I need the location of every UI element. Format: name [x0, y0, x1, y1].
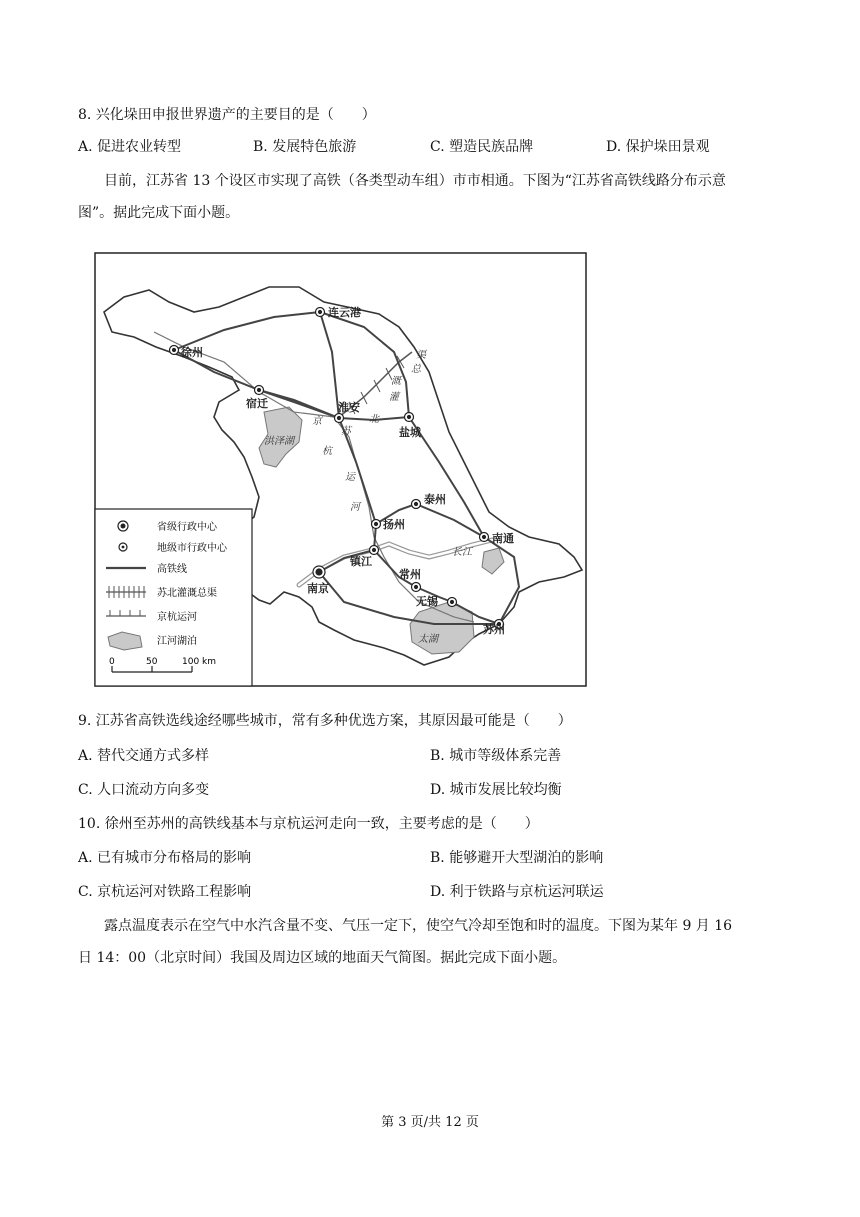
- map-legend: [95, 509, 252, 686]
- subei-char-4: 溉: [391, 376, 401, 387]
- legend-provincial: 省级行政中心: [157, 522, 217, 533]
- label-nantong: 南通: [492, 532, 514, 545]
- question-9-stem: 9. 江苏省高铁选线途经哪些城市，常有多种优选方案，其原因最可能是（ ）: [78, 713, 572, 729]
- q10-option-c: C. 京杭运河对铁路工程影响: [78, 884, 252, 900]
- legend-canal: 京杭运河: [157, 612, 197, 623]
- intro-paragraph-1-line-1: 目前，江苏省 13 个设区市实现了高铁（各类型动车组）市市相通。下图为“江苏省高铁线路分布示意: [104, 173, 726, 189]
- legend-lakes: 江河湖泊: [157, 636, 197, 647]
- subei-char-5: 总: [411, 364, 421, 375]
- legend-prefecture: 地级市行政中心: [157, 543, 227, 554]
- canal-char-1: 京: [312, 416, 322, 427]
- q8-option-a: A. 促进农业转型: [78, 139, 182, 155]
- q8-option-d: D. 保护垛田景观: [606, 139, 710, 155]
- label-xuzhou: 徐州: [181, 346, 203, 359]
- q10-option-a: A. 已有城市分布格局的影响: [78, 850, 252, 866]
- q10-option-d: D. 利于铁路与京杭运河联运: [430, 884, 604, 900]
- label-lianyungang: 连云港: [328, 306, 361, 319]
- label-suqian: 宿迁: [246, 397, 268, 410]
- label-zhenjiang: 镇江: [350, 555, 372, 568]
- intro-paragraph-2-line-2: 日 14：00（北京时间）我国及周边区域的地面天气简图。据此完成下面小题。: [78, 950, 567, 966]
- subei-char-2: 北: [369, 414, 379, 425]
- intro-paragraph-1-line-2: 图”。据此完成下面小题。: [78, 205, 240, 221]
- label-changzhou: 常州: [399, 568, 421, 581]
- canal-char-2: 杭: [322, 446, 332, 457]
- legend-railway: 高铁线: [157, 564, 187, 575]
- label-yangzhou: 扬州: [383, 518, 405, 531]
- label-taizhou: 泰州: [424, 493, 446, 506]
- canal-char-3: 运: [345, 472, 355, 483]
- scale-100: 100 km: [182, 657, 217, 667]
- subei-char-6: 渠: [416, 350, 426, 361]
- label-yancheng: 盐城: [399, 426, 421, 439]
- page-footer: 第 3 页/共 12 页: [381, 1115, 479, 1130]
- q9-option-b: B. 城市等级体系完善: [430, 748, 562, 764]
- label-wuxi: 无锡: [416, 595, 438, 608]
- jiangsu-railway-map: [94, 252, 588, 688]
- label-hongze: 洪泽湖: [264, 436, 294, 447]
- label-suzhou: 苏州: [483, 623, 505, 636]
- q8-option-c: C. 塑造民族品牌: [430, 139, 534, 155]
- label-nanjing: 南京: [307, 582, 329, 595]
- question-8-stem: 8. 兴化垛田申报世界遗产的主要目的是（ ）: [78, 107, 376, 123]
- subei-char-1: 苏: [341, 426, 351, 437]
- intro-paragraph-2-line-1: 露点温度表示在空气中水汽含量不变、气压一定下，使空气冷却至饱和时的温度。下图为某年 9 月 16: [104, 918, 733, 934]
- q9-option-a: A. 替代交通方式多样: [78, 748, 210, 764]
- scale-50: 50: [146, 657, 158, 667]
- q9-option-d: D. 城市发展比较均衡: [430, 782, 562, 798]
- label-changjiang: 长江: [452, 547, 472, 558]
- scale-0: 0: [109, 657, 115, 667]
- subei-char-3: 灌: [389, 392, 399, 403]
- label-taihu: 太湖: [418, 634, 438, 645]
- q9-option-c: C. 人口流动方向多变: [78, 782, 210, 798]
- legend-subei: 苏北灌溉总渠: [157, 588, 217, 599]
- label-huaian: 淮安: [338, 401, 360, 414]
- canal-char-4: 河: [350, 502, 360, 513]
- q10-option-b: B. 能够避开大型湖泊的影响: [430, 850, 604, 866]
- question-10-stem: 10. 徐州至苏州的高铁线基本与京杭运河走向一致，主要考虑的是（ ）: [78, 816, 539, 832]
- q8-option-b: B. 发展特色旅游: [253, 139, 357, 155]
